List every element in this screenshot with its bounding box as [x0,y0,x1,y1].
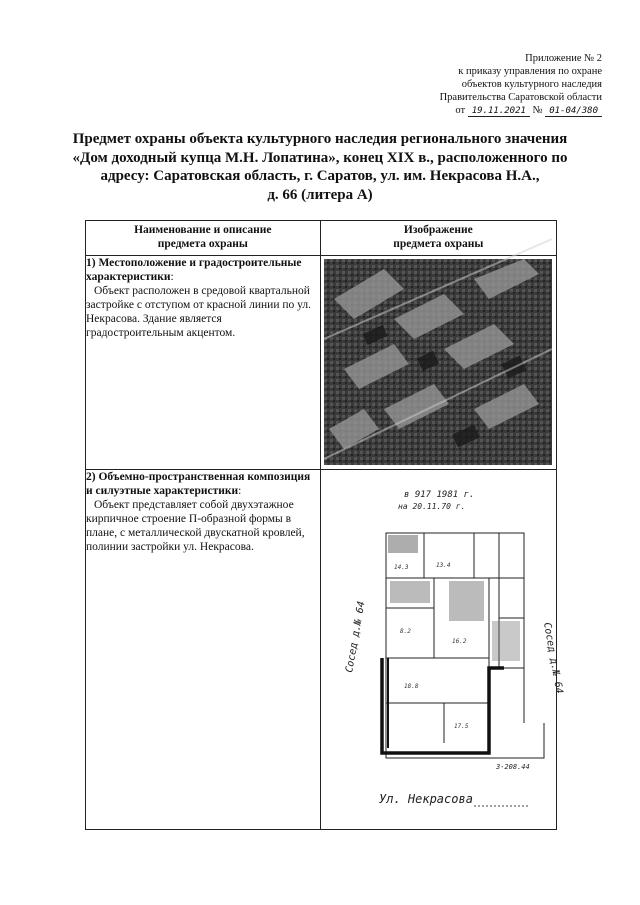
appendix-department: объектов культурного наследия [461,79,602,90]
appendix-government: Правительства Саратовской области [439,92,602,103]
order-number: 01-04/380 [545,106,602,117]
document-title [70,130,570,204]
column-header-image: Изображение предмета охраны [320,221,556,256]
appendix-block [342,52,602,118]
row-2-image-cell [320,470,565,830]
table-row [86,256,557,470]
date-prefix: от [455,105,466,116]
floor-plan [324,473,565,823]
title-line-3: адресу: Саратовская область, г. Саратов, ул. им. Некрасова Н.А., [100,168,540,184]
svg-text:18.8: 18.8 [404,683,419,690]
protection-subject-table [85,220,565,830]
plan-street-label: Ул. Некрасова [379,792,474,806]
table-header-row [86,221,557,256]
appendix-order: к приказу управления по охране [458,66,602,77]
appendix-date-line [342,104,602,118]
svg-text:17.5: 17.5 [454,723,469,730]
plan-scale-label: 3-208.44 [496,763,530,771]
row-1-image-cell [320,256,556,470]
row-2-heading: 2) Объемно-пространственная композиция и силуэтные характеристики [86,471,311,497]
aerial-photo [324,259,552,465]
appendix-title: Приложение № 2 [525,53,602,64]
title-line-4: д. 66 (литера А) [267,186,373,203]
row-1-text: Объект расположен в средовой квартальной застройке с отступом от красной линии по ул. Некрасова. Здание является градостроительным акцентом. [86,285,312,339]
plan-left-label: Сосед д.№ 64 [344,600,368,674]
svg-text:16.2: 16.2 [452,638,467,645]
plan-right-label: Сосед д.№ 64 [541,621,565,695]
title-line-1: Предмет охраны объекта культурного наследия регионального значения [72,131,568,147]
plan-header-1: в 917 1981 г. [404,490,475,500]
row-2-text: Объект представляет собой двухэтажное кирпичное строение П-образной формы в плане, с металлической двускатной кровлей, полинии застройки ул. Некрасова. [86,499,305,553]
svg-text:14.3: 14.3 [394,564,409,571]
order-date: 19.11.2021 [468,106,530,117]
column-header-description: Наименование и описание предмета охраны [86,221,321,256]
row-1-description: 1) Местоположение и градостроительные характеристики: Объект расположен в средовой квартальной застройке с отступом от красной линии по ул. Некрасова. Здание является градостроительным акцентом. [86,256,321,470]
row-1-heading: 1) Местоположение и градостроительные характеристики [86,257,302,283]
table-row [86,470,557,830]
svg-text:13.4: 13.4 [436,562,451,569]
row-2-description: 2) Объемно-пространственная композиция и силуэтные характеристики: Объект представляет собой двухэтажное кирпичное строение П-образной формы в плане, с металлической двускатной кровлей, полинии застройки ул. Некрасова. [86,470,321,830]
number-prefix: № [532,105,543,116]
plan-header-2: на 20.11.70 г. [398,502,466,511]
title-line-2: «Дом доходный купца М.Н. Лопатина», конец XIX в., расположенного по [72,149,568,166]
svg-text:8.2: 8.2 [400,628,412,635]
